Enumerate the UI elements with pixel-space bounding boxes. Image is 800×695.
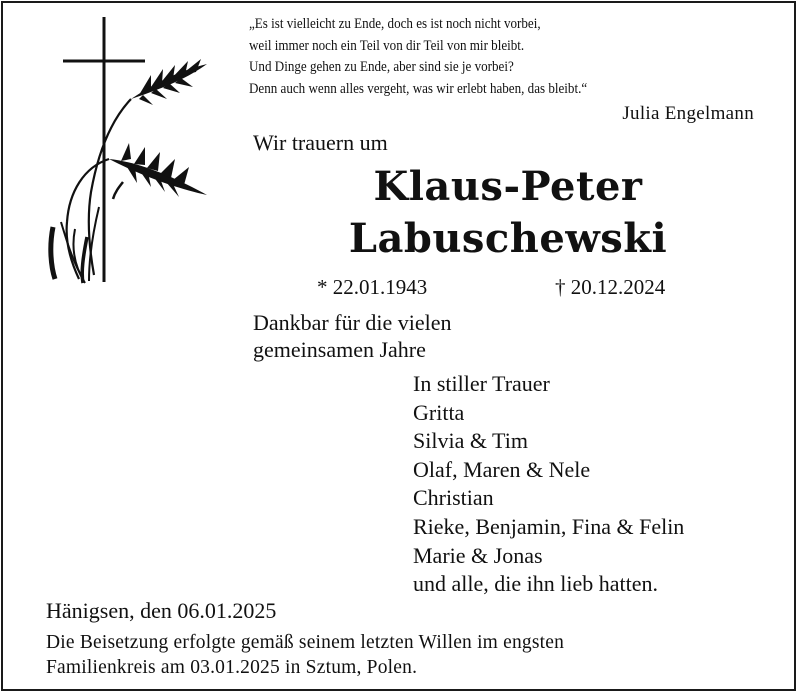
thanks-line: gemeinsamen Jahre	[253, 337, 426, 362]
quote-line: weil immer noch ein Teil von dir Teil von mir bleibt.	[249, 36, 525, 54]
quote-block	[249, 13, 689, 99]
cross-with-wheat-icon	[39, 17, 219, 287]
mourner-name: und alle, die ihn lieb hatten.	[413, 571, 658, 597]
deceased-first-name: Klaus-Peter	[373, 163, 643, 210]
birth-date: * 22.01.1943	[317, 275, 428, 299]
intro-text: Wir trauern um	[253, 130, 388, 155]
burial-line: Die Beisetzung erfolgte gemäß seinem letzten Willen im engsten	[46, 632, 565, 653]
mourner-name: Silvia & Tim	[413, 428, 528, 454]
quote-author: Julia Engelmann	[622, 103, 754, 124]
mourner-name: Gritta	[413, 399, 465, 425]
quote-line: Denn auch wenn alles vergeht, was wir erlebt haben, das bleibt.“	[249, 79, 588, 97]
deceased-last-name: Labuschewski	[348, 215, 668, 262]
mourner-name: Rieke, Benjamin, Fina & Felin	[413, 513, 685, 539]
place-and-date: Hänigsen, den 06.01.2025	[46, 598, 277, 623]
mourner-name: Marie & Jonas	[413, 542, 543, 568]
death-date: † 20.12.2024	[555, 275, 666, 299]
mourner-name: Christian	[413, 485, 494, 511]
burial-line: Familienkreis am 03.01.2025 in Sztum, Polen.	[46, 657, 418, 678]
obituary-notice	[1, 1, 796, 691]
thanks-text	[253, 309, 452, 363]
quote-line: Und Dinge gehen zu Ende, aber sind sie je vorbei?	[249, 58, 514, 75]
mourners-heading: In stiller Trauer	[413, 371, 550, 396]
quote-line: „Es ist vielleicht zu Ende, doch es ist noch nicht vorbei,	[249, 15, 541, 32]
thanks-line: Dankbar für die vielen	[253, 310, 452, 335]
mourners-list	[413, 370, 684, 599]
mourner-name: Olaf, Maren & Nele	[413, 456, 591, 482]
burial-notice	[46, 630, 564, 680]
